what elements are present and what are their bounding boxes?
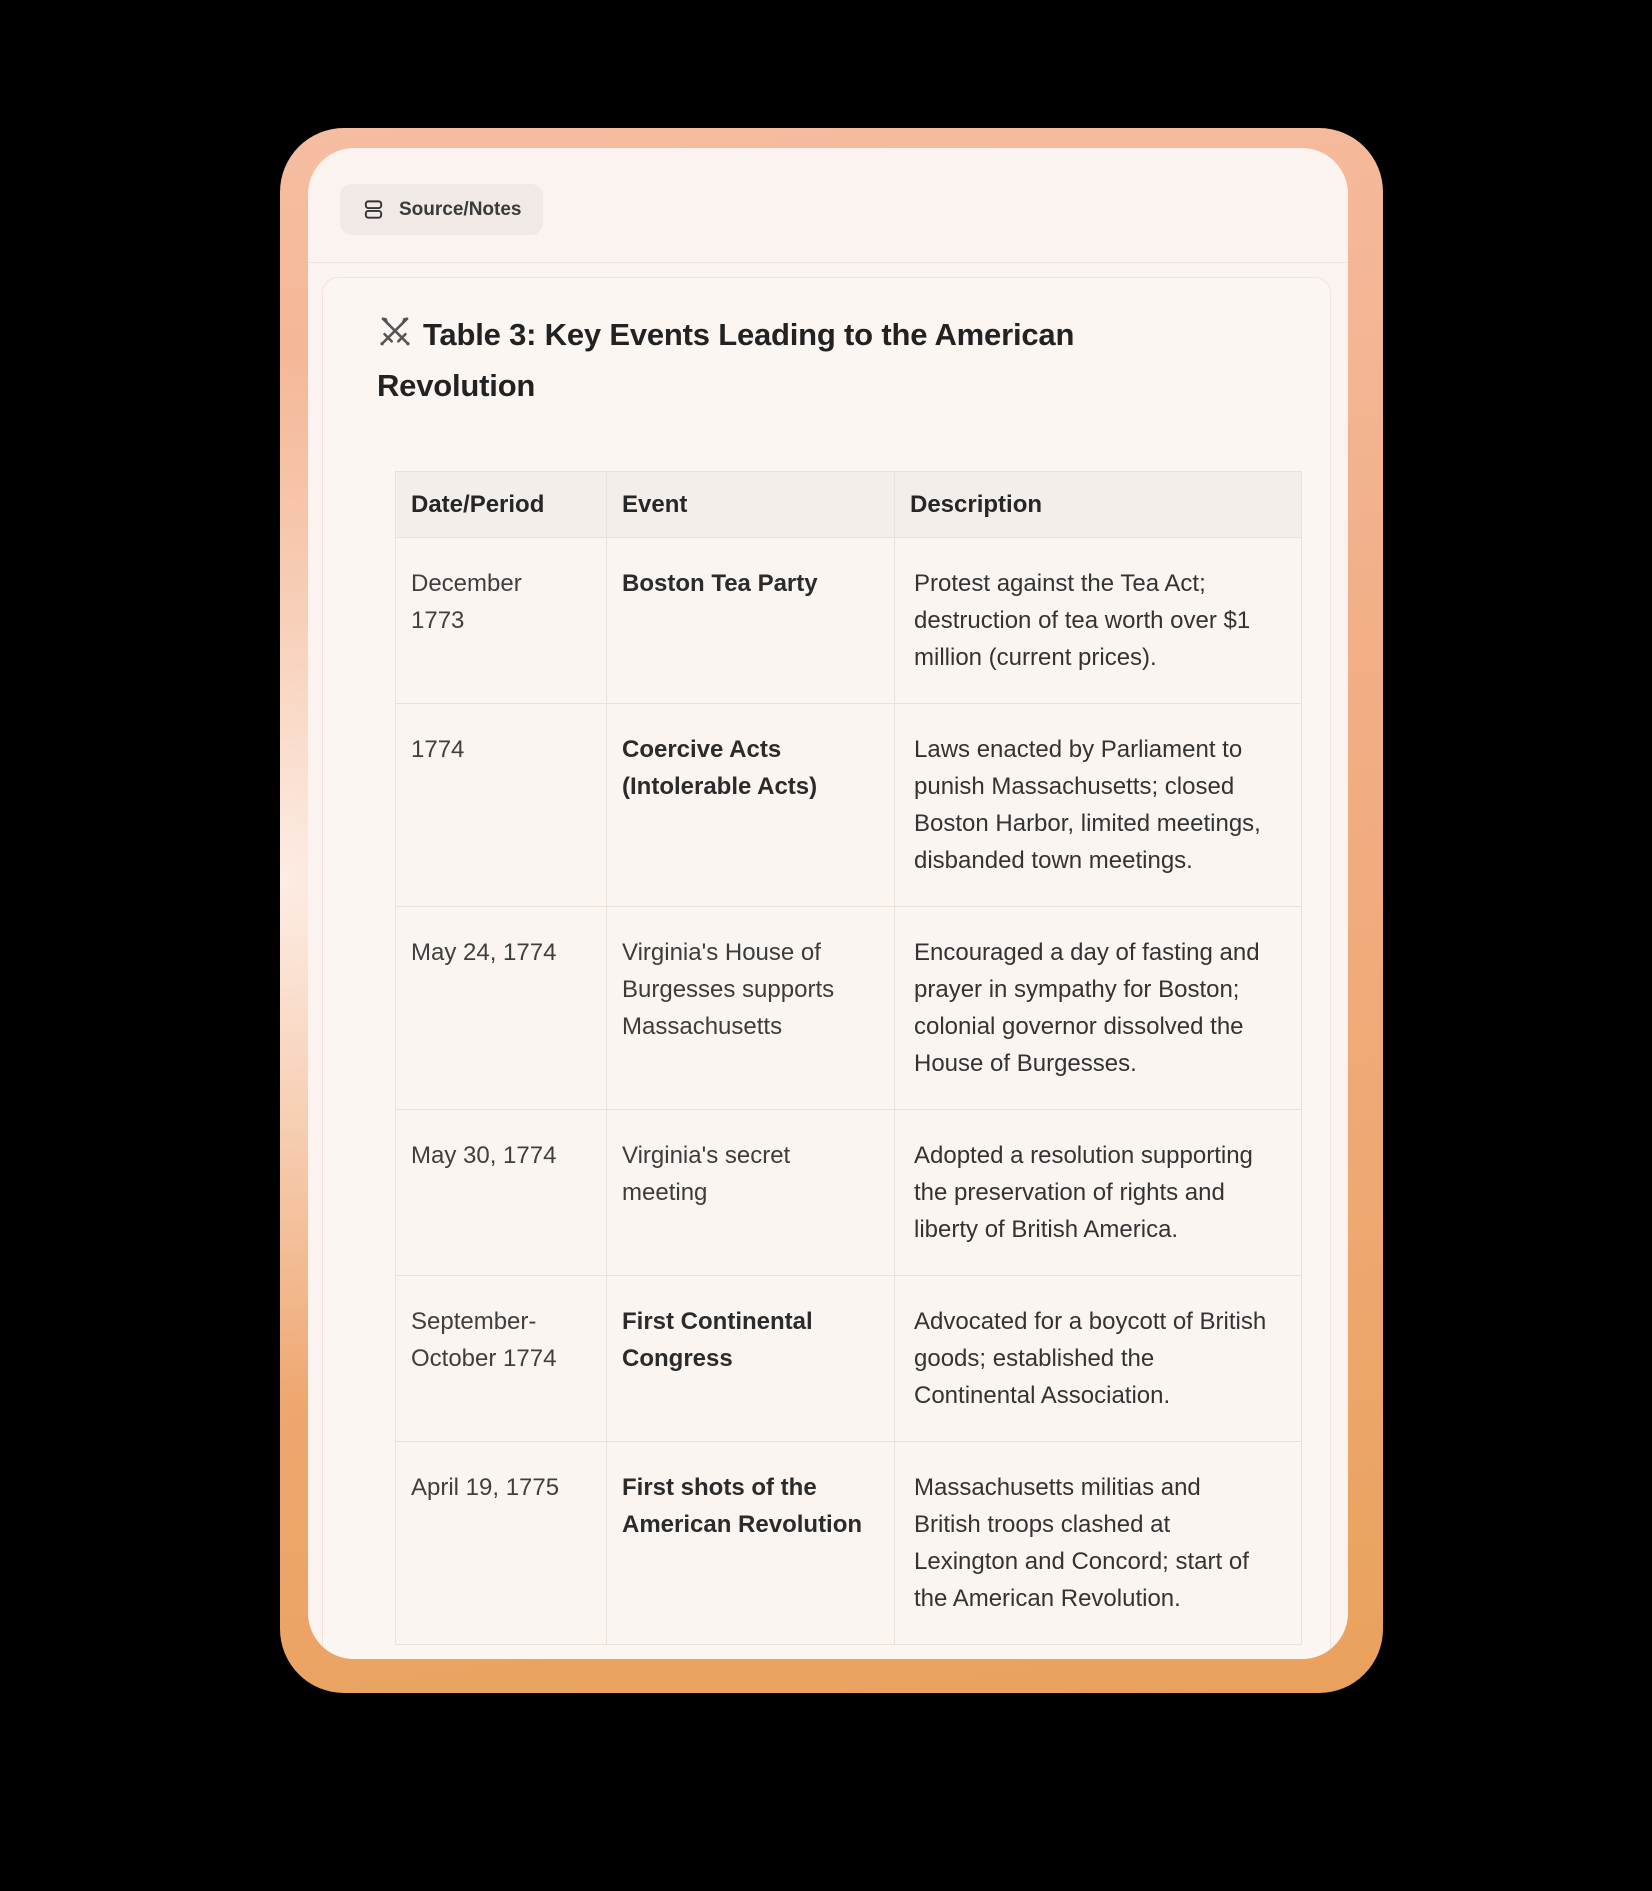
- date-cell: 1774: [396, 704, 607, 907]
- date-cell: December 1773: [396, 538, 607, 704]
- description-cell: Massachusetts militias and British troops clashed at Lexington and Concord; start of the American Revolution.: [895, 1442, 1302, 1645]
- date-cell: April 19, 1775: [396, 1442, 607, 1645]
- notes-card: [280, 128, 1383, 1693]
- table-row: [396, 704, 1302, 907]
- column-header: Date/Period: [396, 472, 607, 538]
- card-surface: [308, 148, 1348, 1659]
- table-row: [396, 1276, 1302, 1442]
- table-row: [396, 1110, 1302, 1276]
- header-divider: [308, 262, 1348, 263]
- content-panel: [322, 277, 1331, 1659]
- events-table-head: [396, 472, 1302, 538]
- column-header: Description: [895, 472, 1302, 538]
- description-cell: Advocated for a boycott of British goods; established the Continental Association.: [895, 1276, 1302, 1442]
- event-cell: First shots of the American Revolution: [607, 1442, 895, 1645]
- events-table: [395, 471, 1302, 1645]
- table-row: [396, 1442, 1302, 1645]
- header-row: [396, 472, 1302, 538]
- events-table-body: [396, 538, 1302, 1645]
- rows-icon: [362, 198, 385, 221]
- event-cell: Boston Tea Party: [607, 538, 895, 704]
- event-cell: Virginia's secret meeting: [607, 1110, 895, 1276]
- event-cell: Virginia's House of Burgesses supports Massachusetts: [607, 907, 895, 1110]
- table-row: [396, 907, 1302, 1110]
- column-header: Event: [607, 472, 895, 538]
- title-text: Table 3: Key Events Leading to the American Revolution: [377, 317, 1075, 403]
- description-cell: Encouraged a day of fasting and prayer in sympathy for Boston; colonial governor dissolved the House of Burgesses.: [895, 907, 1302, 1110]
- event-cell: First Continental Congress: [607, 1276, 895, 1442]
- date-cell: September-October 1774: [396, 1276, 607, 1442]
- card-header: [308, 148, 1348, 262]
- table-row: [396, 538, 1302, 704]
- event-cell: Coercive Acts (Intolerable Acts): [607, 704, 895, 907]
- description-cell: Protest against the Tea Act; destruction of tea worth over $1 million (current prices).: [895, 538, 1302, 704]
- source-notes-label: Source/Notes: [399, 198, 522, 220]
- source-notes-button[interactable]: [340, 184, 543, 235]
- description-cell: Adopted a resolution supporting the preservation of rights and liberty of British America.: [895, 1110, 1302, 1276]
- date-cell: May 24, 1774: [396, 907, 607, 1110]
- crossed-swords-icon: [377, 314, 413, 363]
- date-cell: May 30, 1774: [396, 1110, 607, 1276]
- page-title: [377, 312, 1207, 409]
- description-cell: Laws enacted by Parliament to punish Massachusetts; closed Boston Harbor, limited meetings, disbanded town meetings.: [895, 704, 1302, 907]
